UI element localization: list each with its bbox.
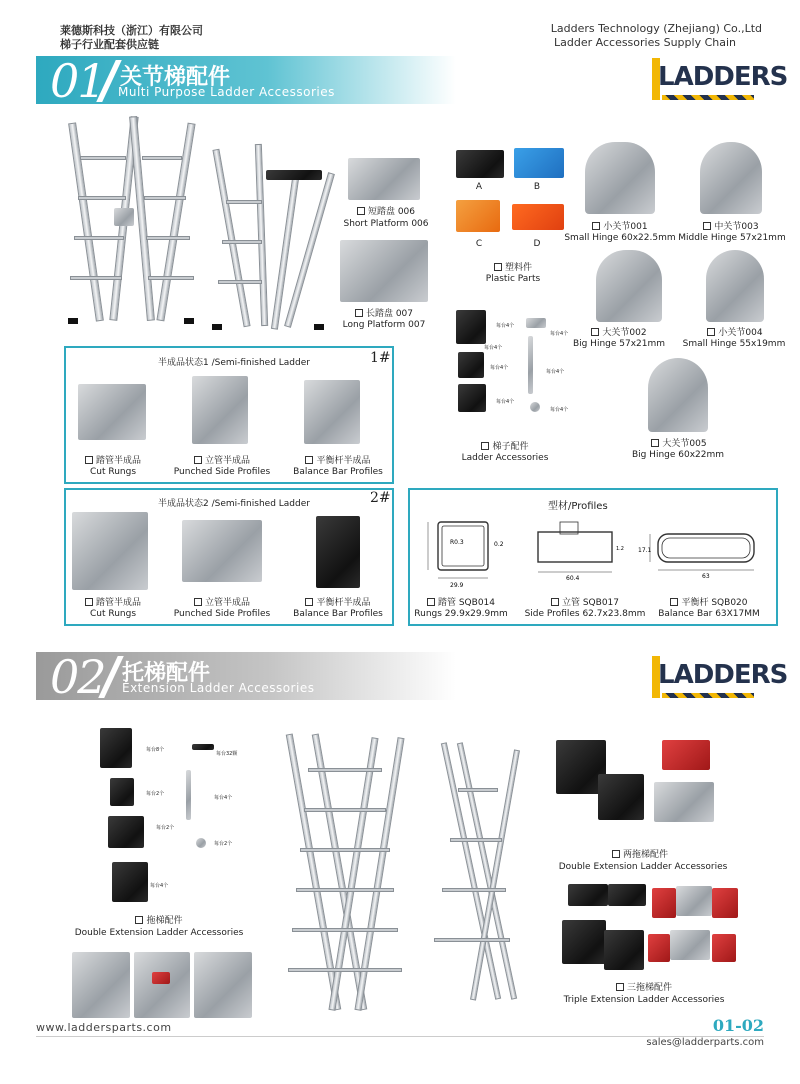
profile-side-en: Side Profiles 62.7x23.8mm <box>524 609 646 619</box>
rubber-foot-image <box>112 862 148 902</box>
big-hinge-002-image <box>596 250 662 322</box>
hinge-003-en: Middle Hinge 57x21mm <box>678 233 786 243</box>
punched-side-profiles-image <box>192 376 248 444</box>
multipurpose-ladder-image <box>60 112 200 337</box>
note-5: 每台4个 <box>546 369 565 375</box>
semi1-item2-en: Punched Side Profiles <box>173 467 271 477</box>
section2-banner <box>36 652 456 700</box>
dim-bar-width: 63 <box>702 573 710 580</box>
triple-ext-hook-2 <box>712 888 738 918</box>
double-ext-en: Double Extension Ladder Accessories <box>558 862 728 872</box>
dim-radius: R0.3 <box>450 539 464 546</box>
triple-ext-hook-3 <box>648 934 670 962</box>
rivet-image <box>192 744 214 750</box>
triple-ext-hook-1 <box>652 888 676 918</box>
profile-side-cn: 立管 SQB017 <box>530 598 640 609</box>
profile-rung-en: Rungs 29.9x29.9mm <box>414 609 508 619</box>
triple-extension-ladder-image <box>418 738 538 1008</box>
note-6: 每台2个 <box>214 841 233 847</box>
semi-finished-2-panel <box>64 488 394 626</box>
long-platform-image <box>340 240 428 302</box>
semi1-item3-cn: 平衡杆半成品 <box>288 456 388 467</box>
hinge-003-cn: 中关节003 <box>676 222 786 233</box>
double-extension-ladder-image <box>280 728 410 1016</box>
nut-image <box>530 402 540 412</box>
ladder-detail-photo-1 <box>72 952 130 1018</box>
profile-bar-cn: 平衡杆 SQB020 <box>654 598 764 609</box>
company-name-cn: 莱德斯科技（浙江）有限公司 <box>60 24 203 37</box>
hinge-001-en: Small Hinge 60x22.5mm <box>564 233 676 243</box>
semi-finished-1-panel <box>64 346 394 484</box>
subtitle-en: Ladder Accessories Supply Chain <box>554 36 736 49</box>
plastic-label-c: C <box>475 239 483 249</box>
dim-thickness: 0.2 <box>494 541 504 548</box>
ladder-accessories-cn: 梯子配件 <box>462 442 548 453</box>
small-hinge-001-image <box>585 142 655 214</box>
note-7: 每台4个 <box>550 407 569 413</box>
semi2-title: 半成品状态2 /Semi-finished Ladder <box>158 499 310 509</box>
dim-wall: 1.2 <box>616 546 624 552</box>
short-platform-cn: 短踏盘 006 <box>340 207 432 218</box>
ladder-accessories-en: Ladder Accessories <box>461 453 549 463</box>
semi2-tag: 2# <box>370 490 391 506</box>
hinge-004-en: Small Hinge 55x19mm <box>682 339 786 349</box>
section1-title-en: Multi Purpose Ladder Accessories <box>118 85 335 99</box>
foot-pad-image <box>108 816 144 848</box>
semi2-item2-en: Punched Side Profiles <box>173 609 271 619</box>
triple-ext-bracket-left <box>562 920 606 964</box>
triple-ext-bracket-right <box>604 930 644 970</box>
company-name-en: Ladders Technology (Zhejiang) Co.,Ltd <box>550 22 762 35</box>
double-ext-cn: 两拖梯配件 <box>592 850 688 861</box>
semi2-item1-cn: 踏管半成品 <box>68 598 158 609</box>
double-tow-cn: 拖梯配件 <box>124 916 194 927</box>
ladders-logo: LADDERS <box>652 656 756 698</box>
semi2-item1-en: Cut Rungs <box>89 609 137 619</box>
short-platform-en: Short Platform 006 <box>343 219 429 229</box>
cut-rungs-image <box>72 512 148 590</box>
note-2: 每台32颗 <box>216 751 238 757</box>
section1-title-cn: 关节梯配件 <box>120 65 231 90</box>
ladder-detail-photo-3 <box>194 952 252 1018</box>
semi2-item3-en: Balance Bar Profiles <box>293 609 383 619</box>
double-ext-guide-image <box>654 782 714 822</box>
plastic-part-a-image <box>456 150 504 178</box>
note-4: 每台4个 <box>490 365 509 371</box>
plastic-label-a: A <box>475 182 483 192</box>
plastic-label-d: D <box>533 239 541 249</box>
triple-ext-guide-1 <box>676 886 712 916</box>
hinge-005-en: Big Hinge 60x22mm <box>631 450 725 460</box>
hinge-002-en: Big Hinge 57x21mm <box>572 339 666 349</box>
triple-ext-guide-2 <box>670 930 710 960</box>
note-6: 每台4个 <box>496 399 515 405</box>
note-1: 每台4个 <box>496 323 515 329</box>
note-4: 每台4个 <box>214 795 233 801</box>
bolt-image <box>528 336 533 394</box>
balance-bar-profiles-image <box>304 380 360 444</box>
middle-hinge-003-image <box>700 142 762 214</box>
semi1-title: 半成品状态1 /Semi-finished Ladder <box>158 358 310 368</box>
hinge-005-cn: 大关节005 <box>624 439 734 450</box>
semi1-tag: 1# <box>370 350 391 366</box>
nut-image <box>196 838 206 848</box>
end-cap-image <box>456 310 486 344</box>
foot-pad-image <box>458 384 486 412</box>
plastic-part-b-image <box>514 148 564 178</box>
big-hinge-005-image <box>648 358 708 432</box>
triple-ext-en: Triple Extension Ladder Accessories <box>563 995 725 1005</box>
punched-side-profiles-image <box>182 520 262 582</box>
ladder-with-platform-image <box>210 140 330 335</box>
foot-cap-image <box>458 352 484 378</box>
footer-website[interactable]: www.laddersparts.com <box>36 1021 172 1034</box>
section1-number: 01 <box>50 56 105 104</box>
triple-ext-cn: 三拖梯配件 <box>596 983 692 994</box>
double-tow-en: Double Extension Ladder Accessories <box>74 928 244 938</box>
hinge-001-cn: 小关节001 <box>565 222 675 233</box>
section1-banner <box>36 56 456 104</box>
section2-title-en: Extension Ladder Accessories <box>122 681 315 695</box>
semi1-item1-en: Cut Rungs <box>89 467 137 477</box>
note-7: 每台4个 <box>150 883 169 889</box>
plastic-parts-cn: 塑料件 <box>478 263 548 274</box>
plastic-parts-en: Plastic Parts <box>485 274 541 284</box>
profiles-panel <box>408 488 778 626</box>
double-ext-hook-image <box>662 740 710 770</box>
section2-number: 02 <box>50 652 105 700</box>
semi1-item3-en: Balance Bar Profiles <box>293 467 383 477</box>
profile-drawings <box>416 512 772 588</box>
semi1-item2-cn: 立管半成品 <box>170 456 274 467</box>
footer-email[interactable]: sales@ladderparts.com <box>646 1037 764 1048</box>
ladder-detail-photo-2 <box>134 952 190 1018</box>
dim-rung-width: 29.9 <box>450 582 464 588</box>
long-platform-en: Long Platform 007 <box>342 320 426 330</box>
foot-cap-image <box>110 778 134 806</box>
ladders-logo: LADDERS <box>652 58 756 100</box>
semi2-item2-cn: 立管半成品 <box>170 598 274 609</box>
profile-rung-cn: 踏管 SQB014 <box>412 598 510 609</box>
section2-title-cn: 托梯配件 <box>122 661 211 686</box>
triple-ext-hook-4 <box>712 934 736 962</box>
plastic-part-c-image <box>456 200 500 232</box>
triple-ext-clip-2 <box>608 884 646 906</box>
dim-bar-height: 17.1 <box>638 547 652 554</box>
note-2: 每台4个 <box>550 331 569 337</box>
cut-rungs-image <box>78 384 146 440</box>
end-cap-image <box>100 728 132 768</box>
note-1: 每台8个 <box>146 747 165 753</box>
balance-bar-profiles-image <box>316 516 360 588</box>
dim-side-width: 60.4 <box>566 575 580 582</box>
profiles-title: 型材/Profiles <box>548 501 608 512</box>
semi2-item3-cn: 平衡杆半成品 <box>288 598 388 609</box>
footer-page-number: 01-02 <box>712 1016 764 1035</box>
rivet-image <box>526 318 546 328</box>
note-3: 每台2个 <box>146 791 165 797</box>
long-platform-cn: 长踏盘 007 <box>336 309 432 320</box>
note-3: 每台4个 <box>484 345 503 351</box>
plastic-part-d-image <box>512 204 564 230</box>
hinge-002-cn: 大关节002 <box>564 328 674 339</box>
bolt-image <box>186 770 191 820</box>
plastic-label-b: B <box>533 182 541 192</box>
double-ext-bracket-right <box>598 774 644 820</box>
hinge-004-cn: 小关节004 <box>680 328 790 339</box>
subtitle-cn: 梯子行业配套供应链 <box>60 38 159 51</box>
short-platform-image <box>348 158 420 200</box>
triple-ext-clip-1 <box>568 884 608 906</box>
profile-bar-en: Balance Bar 63X17MM <box>658 609 760 619</box>
note-5: 每台2个 <box>156 825 175 831</box>
small-hinge-004-image <box>706 250 764 322</box>
semi1-item1-cn: 踏管半成品 <box>68 456 158 467</box>
